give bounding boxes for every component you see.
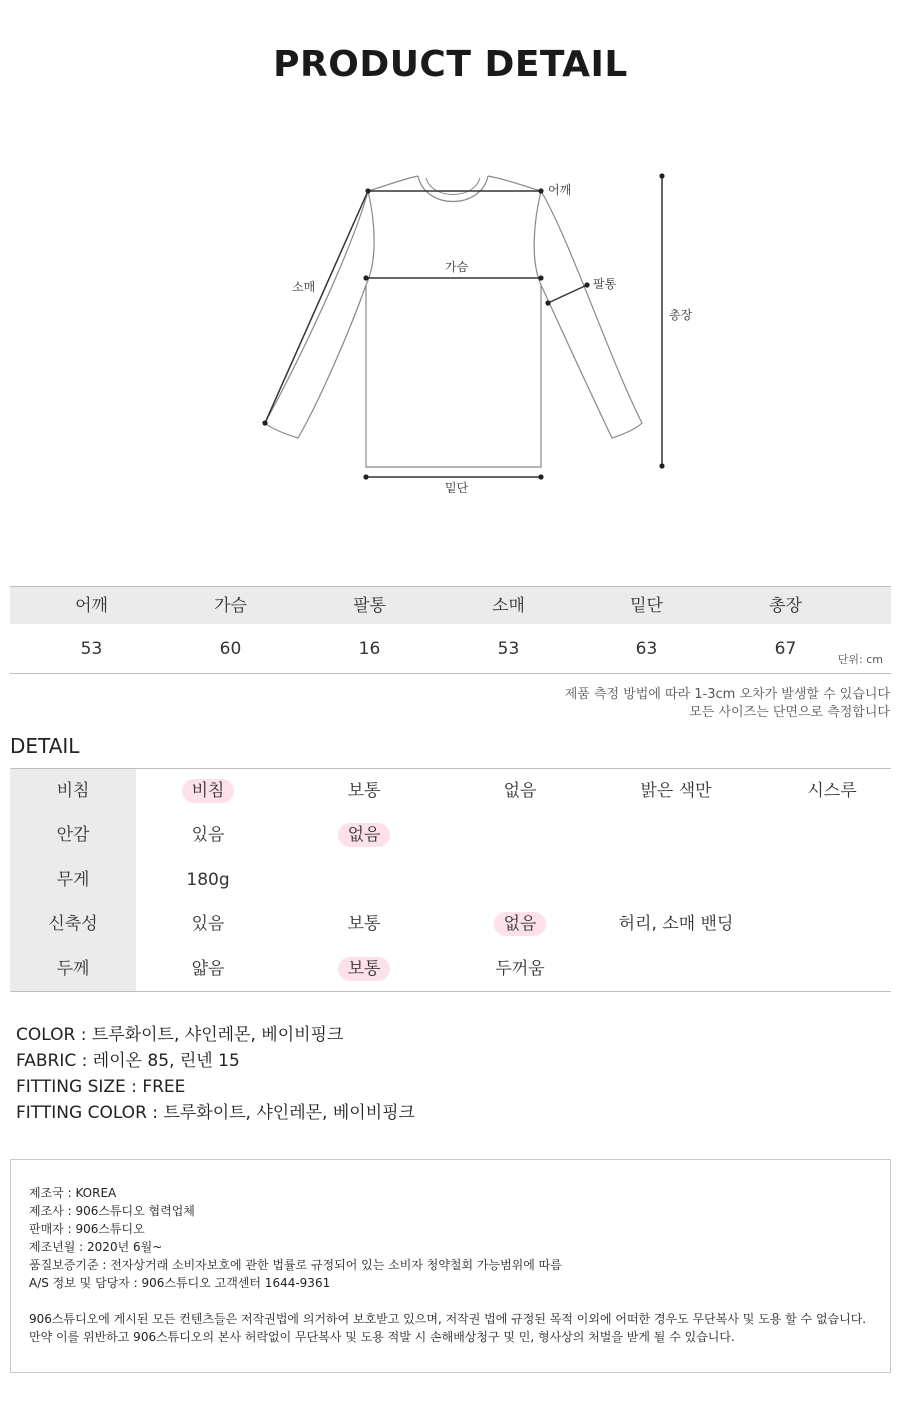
detail-label: 신축성 [10, 902, 136, 946]
info-line: 제조사 : 906스튜디오 협력업체 [29, 1204, 195, 1218]
info-line: A/S 정보 및 담당자 : 906스튜디오 고객센터 1644-9361 [29, 1276, 331, 1290]
garment-outline [265, 176, 642, 467]
value-shoulder: 53 [80, 639, 103, 659]
product-specs [16, 1022, 415, 1126]
product-info-box [10, 1159, 891, 1373]
detail-option: 있음 [191, 825, 225, 846]
detail-option: 허리, 소매 밴딩 [618, 914, 734, 935]
detail-title: DETAIL [10, 734, 80, 758]
neckline [418, 176, 488, 202]
neckline-inner [426, 178, 480, 195]
info-line: 제조년월 : 2020년 6월~ [29, 1240, 163, 1254]
detail-row-stretch [10, 902, 891, 946]
detail-option: 두꺼움 [495, 958, 545, 979]
detail-row-thickness [10, 947, 891, 991]
header-length: 총장 [769, 596, 802, 616]
label-chest: 가슴 [445, 260, 469, 274]
sleeve-curve-left [366, 191, 374, 285]
detail-option: 보통 [347, 914, 381, 935]
size-table-header [10, 586, 891, 624]
sleeve-curve-right [534, 191, 541, 285]
detail-option: 없음 [306, 813, 422, 857]
detail-option: 없음 [462, 902, 578, 946]
label-armhole: 팔통 [593, 277, 617, 291]
size-table [10, 586, 891, 674]
note-line-2: 모든 사이즈는 단면으로 측정합니다 [689, 705, 890, 720]
copyright-line: 906스튜디오에 게시된 모든 컨텐츠들은 저작권법에 의거하여 보호받고 있으며, 저작권 법에 규정된 목적 이외에 어떠한 경우도 무단복사 및 도용 할 수 없습니다. [29, 1312, 867, 1326]
detail-row-sheerness [10, 769, 891, 813]
info-line: 제조국 : KOREA [29, 1186, 117, 1200]
label-shoulder: 어깨 [548, 183, 572, 197]
detail-option: 얇음 [191, 958, 225, 979]
garment-measurement-diagram [0, 160, 901, 510]
header-armhole: 팔통 [353, 596, 386, 616]
spec-color: COLOR : 트루화이트, 샤인레몬, 베이비핑크 [16, 1025, 344, 1045]
detail-row-weight [10, 858, 891, 902]
detail-option: 시스루 [807, 781, 857, 801]
detail-label: 비침 [10, 769, 136, 813]
value-hem: 63 [635, 639, 658, 659]
detail-table [10, 768, 891, 992]
detail-label: 무게 [10, 858, 136, 902]
detail-option: 180g [186, 869, 230, 890]
note-line-1: 제품 측정 방법에 따라 1-3cm 오차가 발생할 수 있습니다 [564, 687, 890, 702]
header-shoulder: 어깨 [75, 596, 108, 616]
detail-option: 없음 [503, 781, 537, 801]
label-length: 총장 [669, 308, 693, 322]
value-sleeve: 53 [497, 639, 520, 659]
detail-option: 보통 [347, 781, 381, 801]
copyright-line: 만약 이를 위반하고 906스튜디오의 본사 허락없이 무단복사 및 도용 적발 시 손해배상청구 및 민, 형사상의 처벌을 받게 될 수 있습니다. [29, 1330, 735, 1344]
info-line: 품질보증기준 : 전자상거래 소비자보호에 관한 법률로 규정되어 있는 소비자 청약철회 가능범위에 따름 [29, 1258, 562, 1272]
detail-option: 비침 [150, 769, 266, 813]
size-table-row [10, 624, 891, 674]
detail-label: 두께 [10, 947, 136, 991]
header-hem: 밑단 [630, 596, 663, 616]
detail-option: 밝은 색만 [640, 781, 712, 801]
spec-fabric: FABRIC : 레이온 85, 린넨 15 [16, 1051, 240, 1071]
detail-label: 안감 [10, 813, 136, 857]
spec-fitting-color: FITTING COLOR : 트루화이트, 샤인레몬, 베이비핑크 [16, 1103, 415, 1123]
header-chest: 가슴 [214, 596, 247, 616]
value-armhole: 16 [358, 639, 381, 659]
info-line: 판매자 : 906스튜디오 [29, 1222, 145, 1236]
detail-option: 있음 [191, 914, 225, 935]
measurement-notes [565, 686, 890, 722]
spec-fitting-size: FITTING SIZE : FREE [16, 1077, 186, 1097]
label-sleeve: 소매 [292, 280, 316, 294]
value-chest: 60 [219, 639, 242, 659]
detail-option: 보통 [306, 947, 422, 991]
label-hem: 밑단 [445, 481, 469, 495]
page-title: PRODUCT DETAIL [273, 44, 628, 85]
unit-label: 단위: cm [837, 653, 883, 666]
value-length: 67 [774, 639, 797, 659]
detail-row-lining [10, 813, 891, 857]
header-sleeve: 소매 [492, 596, 525, 616]
